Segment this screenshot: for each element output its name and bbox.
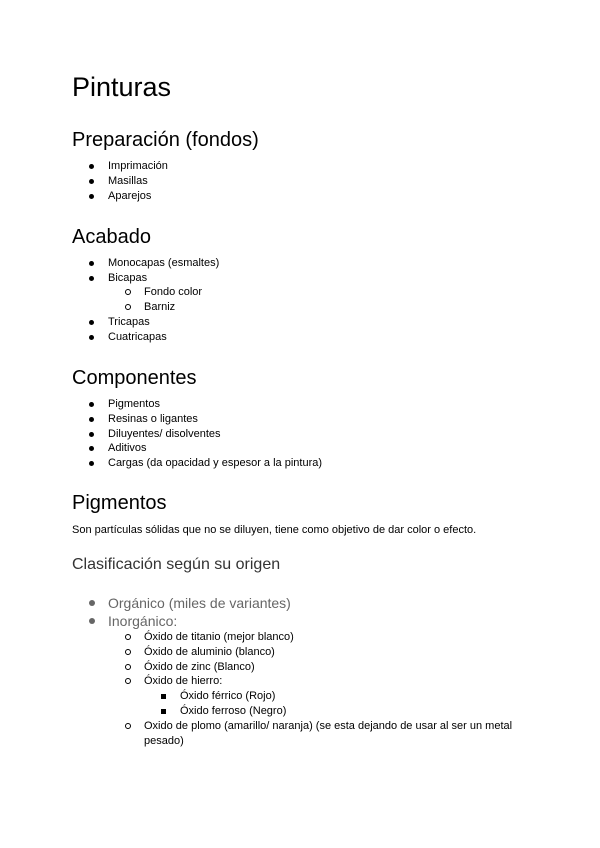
bullet-icon [89,261,94,266]
document-page: Pinturas Preparación (fondos) Imprimación Masillas Aparejos Acabado Monocapas (esmaltes) Bicapas Fondo color Barniz Tricapas Cuatricapas Componentes Pigmentos Resinas o ligantes Diluyentes/ disolventes Aditivos Cargas (da opacidad y espesor a la pintura) Pigmentos Son partículas sólidas que no se diluyen, tiene como objetivo de dar color o efecto. Clasificación según su origen Orgánico (miles de variantes) Inorgánico: Óxido de titanio (mejor blanco) Óxido de aluminio (blanco) Óxido de zinc (Blanco) Óxido de hierro: Óxido férrico (Rojo) Óxido ferroso (Negro) Oxido de plomo (amarillo/ naranja) (se esta dejando de usar al ser un metal pesado) [72,72,513,747]
paragraph-pigmentos: Son partículas sólidas que no se diluyen, tiene como objetivo de dar color o efecto. [72,524,477,536]
heading-acabado: Acabado [72,226,151,248]
circle-bullet-icon [125,289,131,295]
heading-componentes: Componentes [72,367,197,389]
heading-pigmentos: Pigmentos [72,492,167,514]
bullet-icon [89,417,94,422]
bullet-icon [89,432,94,437]
heading-preparacion: Preparación (fondos) [72,129,259,151]
bullet-icon [89,194,94,199]
subheading-clasificacion: Clasificación según su origen [72,556,281,573]
circle-bullet-icon [125,634,131,640]
page-title: Pinturas [72,72,172,102]
bullet-icon [89,402,94,407]
bullet-icon [89,276,94,281]
bullet-icon [89,320,94,325]
circle-bullet-icon [125,664,131,670]
bullet-icon [89,335,94,340]
bullet-icon [89,461,94,466]
circle-bullet-icon [125,678,131,684]
bullet-icon [89,600,95,606]
bullet-icon [89,446,94,451]
circle-bullet-icon [125,649,131,655]
bullet-icon [89,179,94,184]
square-bullet-icon [161,694,166,699]
bullet-icon [89,164,94,169]
circle-bullet-icon [125,723,131,729]
circle-bullet-icon [125,304,131,310]
square-bullet-icon [161,709,166,714]
bullet-icon [89,618,95,624]
